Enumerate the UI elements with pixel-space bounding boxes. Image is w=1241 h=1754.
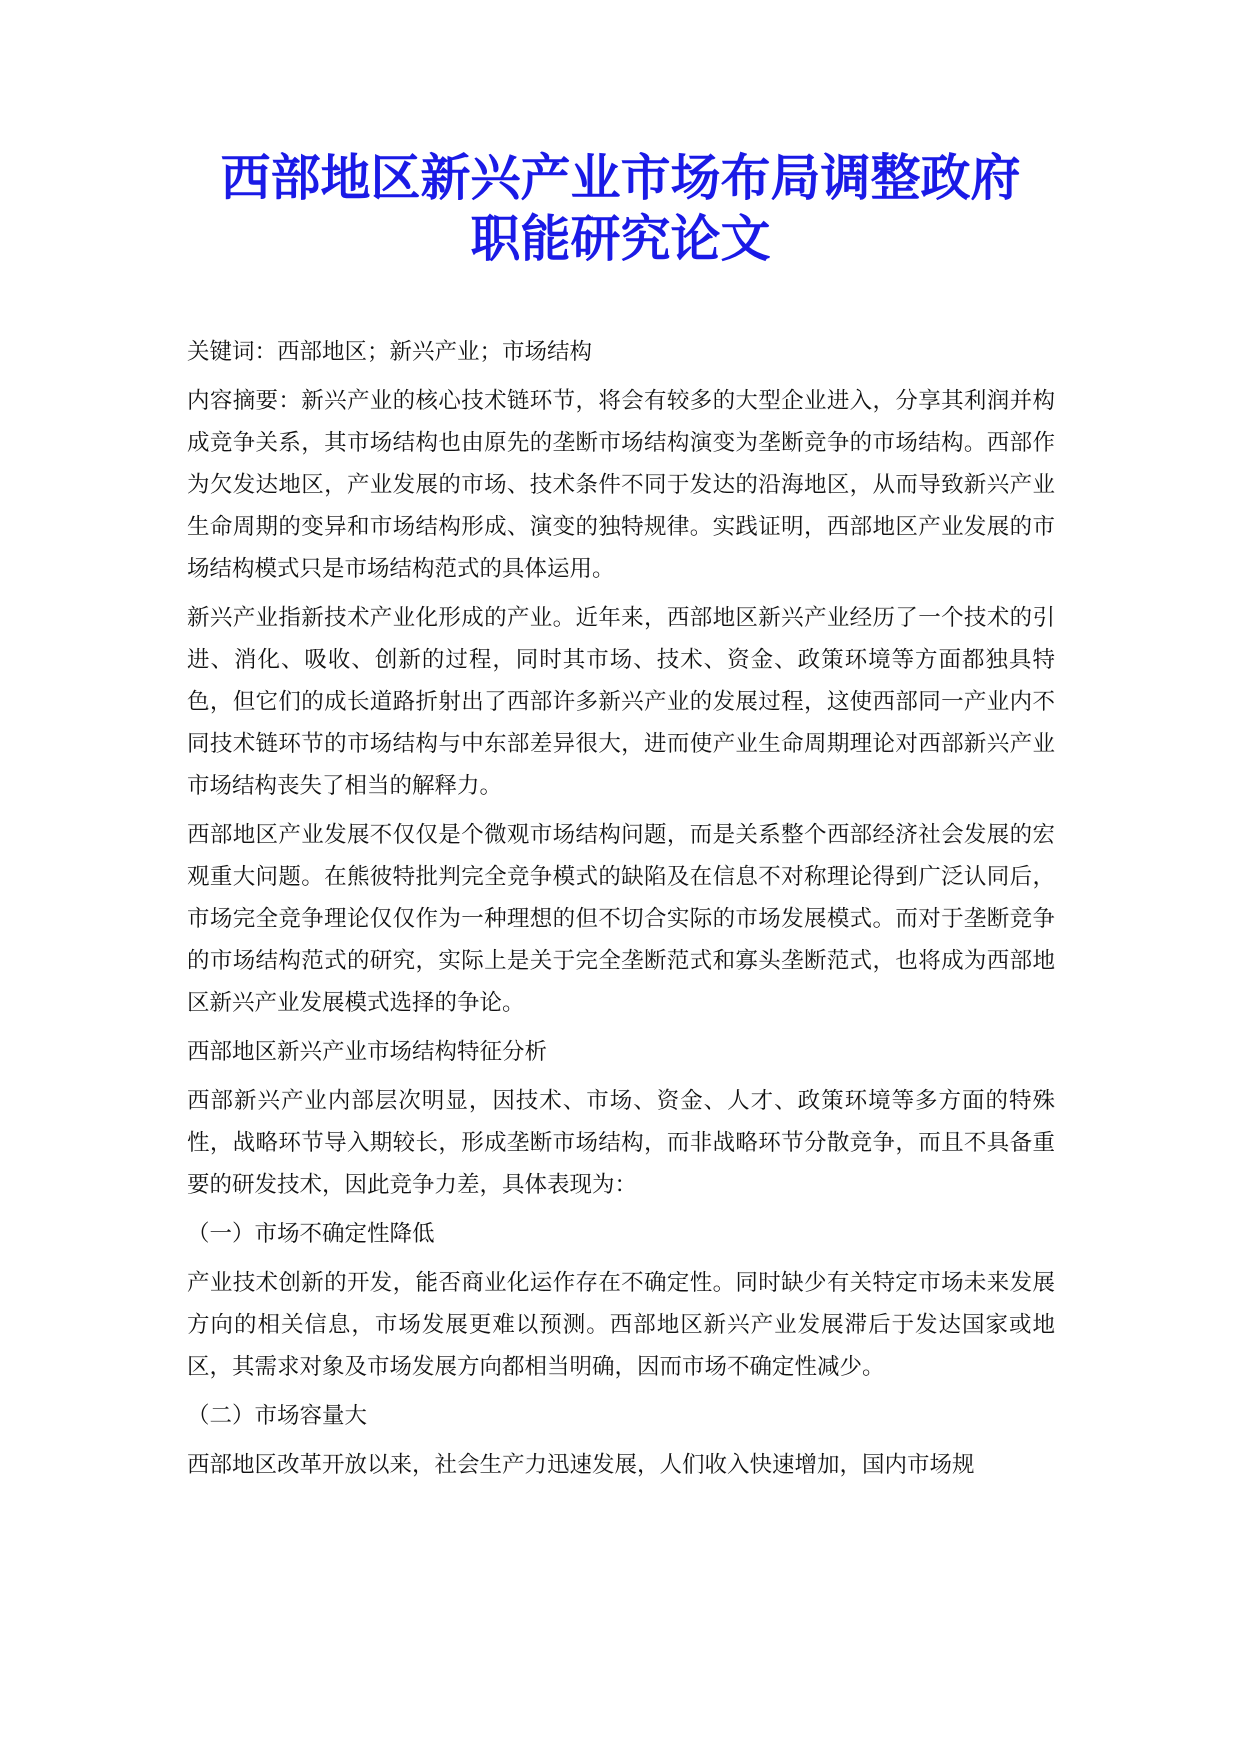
section-heading: 西部地区新兴产业市场结构特征分析 (187, 1039, 548, 1065)
document-body (187, 331, 1055, 1493)
page-title (150, 148, 1091, 270)
body-paragraph: 西部新兴产业内部层次明显，因技术、市场、资金、人才、政策环境等多方面的特殊性，战略环节导入期较长，形成垄断市场结构，而非战略环节分散竞争，而且不具备重要的研发技术，因此竞争力差，具体表现为： (187, 1088, 1055, 1198)
body-paragraph: 西部地区改革开放以来，社会生产力迅速发展，人们收入快速增加，国内市场规 (187, 1452, 975, 1478)
title-line-1: 西部地区新兴产业市场布局调整政府 (220, 149, 1021, 207)
body-paragraph: 新兴产业指新技术产业化形成的产业。近年来，西部地区新兴产业经历了一个技术的引进、消化、吸收、创新的过程，同时其市场、技术、资金、政策环境等方面都独具特色，但它们的成长道路折射出了西部许多新兴产业的发展过程，这使西部同一产业内不同技术链环节的市场结构与中东部差异很大，进而使产业生命周期理论对西部新兴产业市场结构丧失了相当的解释力。 (187, 605, 1055, 799)
body-paragraph: 西部地区产业发展不仅仅是个微观市场结构问题，而是关系整个西部经济社会发展的宏观重大问题。在熊彼特批判完全竞争模式的缺陷及在信息不对称理论得到广泛认同后，市场完全竞争理论仅仅作为一种理想的但不切合实际的市场发展模式。而对于垄断竞争的市场结构范式的研究，实际上是关于完全垄断范式和寡头垄断范式，也将成为西部地区新兴产业发展模式选择的争论。 (187, 822, 1055, 1016)
subsection-heading: （一）市场不确定性降低 (187, 1221, 435, 1247)
title-line-2: 职能研究论文 (470, 210, 771, 268)
abstract-paragraph: 内容摘要：新兴产业的核心技术链环节，将会有较多的大型企业进入，分享其利润并构成竞争关系，其市场结构也由原先的垄断市场结构演变为垄断竞争的市场结构。西部作为欠发达地区，产业发展的市场、技术条件不同于发达的沿海地区，从而导致新兴产业生命周期的变异和市场结构形成、演变的独特规律。实践证明，西部地区产业发展的市场结构模式只是市场结构范式的具体运用。 (187, 388, 1055, 582)
body-paragraph: 产业技术创新的开发，能否商业化运作存在不确定性。同时缺少有关特定市场未来发展方向的相关信息，市场发展更难以预测。西部地区新兴产业发展滞后于发达国家或地区，其需求对象及市场发展方向都相当明确，因而市场不确定性减少。 (187, 1270, 1055, 1380)
subsection-heading: （二）市场容量大 (187, 1403, 368, 1429)
keywords-line: 关键词：西部地区；新兴产业；市场结构 (187, 339, 593, 365)
